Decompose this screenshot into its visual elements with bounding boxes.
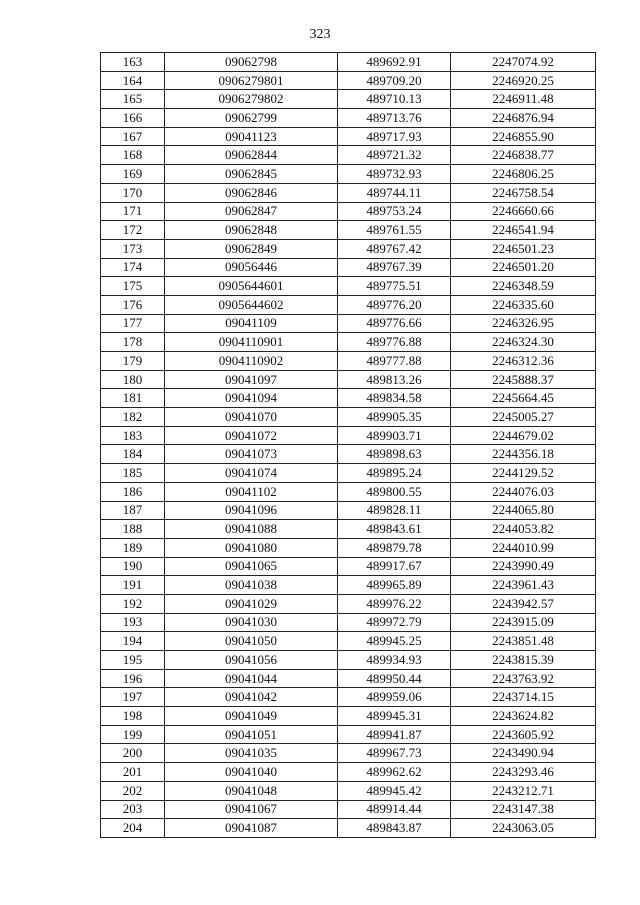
point-id-cell: 09062844 [165,146,338,165]
y-coordinate-cell: 2246326.95 [451,314,596,333]
y-coordinate-cell: 2243942.57 [451,594,596,613]
point-id-cell: 09041051 [165,725,338,744]
point-id-cell: 09041042 [165,688,338,707]
y-coordinate-cell: 2246876.94 [451,109,596,128]
coordinates-table-body [101,53,596,838]
table-row [101,781,596,800]
point-id-cell: 09041080 [165,538,338,557]
table-row [101,277,596,296]
point-number-cell: 193 [101,613,165,632]
table-row [101,763,596,782]
y-coordinate-cell: 2243915.09 [451,613,596,632]
y-coordinate-cell: 2245005.27 [451,408,596,427]
point-number-cell: 180 [101,370,165,389]
table-row [101,538,596,557]
table-row [101,520,596,539]
page-number: 323 [309,27,331,42]
x-coordinate-cell: 489914.44 [338,800,451,819]
point-id-cell: 09041094 [165,389,338,408]
point-number-cell: 173 [101,239,165,258]
y-coordinate-cell: 2244679.02 [451,426,596,445]
y-coordinate-cell: 2243815.39 [451,651,596,670]
y-coordinate-cell: 2246324.30 [451,333,596,352]
point-id-cell: 09062848 [165,221,338,240]
x-coordinate-cell: 489903.71 [338,426,451,445]
table-row [101,464,596,483]
point-id-cell: 09062849 [165,239,338,258]
x-coordinate-cell: 489776.20 [338,295,451,314]
y-coordinate-cell: 2243851.48 [451,632,596,651]
x-coordinate-cell: 489800.55 [338,482,451,501]
point-number-cell: 168 [101,146,165,165]
y-coordinate-cell: 2246660.66 [451,202,596,221]
x-coordinate-cell: 489813.26 [338,370,451,389]
table-row [101,370,596,389]
table-row [101,688,596,707]
x-coordinate-cell: 489776.66 [338,314,451,333]
y-coordinate-cell: 2247074.92 [451,53,596,72]
point-id-cell: 09041050 [165,632,338,651]
table-row [101,165,596,184]
point-id-cell: 0906279802 [165,90,338,109]
table-row [101,71,596,90]
y-coordinate-cell: 2244076.03 [451,482,596,501]
x-coordinate-cell: 489965.89 [338,576,451,595]
point-number-cell: 187 [101,501,165,520]
point-number-cell: 201 [101,763,165,782]
point-id-cell: 09041072 [165,426,338,445]
point-id-cell: 0904110901 [165,333,338,352]
x-coordinate-cell: 489767.42 [338,239,451,258]
x-coordinate-cell: 489775.51 [338,277,451,296]
point-id-cell: 09041030 [165,613,338,632]
x-coordinate-cell: 489843.61 [338,520,451,539]
table-row [101,221,596,240]
point-number-cell: 163 [101,53,165,72]
y-coordinate-cell: 2246501.23 [451,239,596,258]
x-coordinate-cell: 489717.93 [338,127,451,146]
x-coordinate-cell: 489945.25 [338,632,451,651]
point-number-cell: 167 [101,127,165,146]
point-id-cell: 09041123 [165,127,338,146]
point-id-cell: 09041048 [165,781,338,800]
y-coordinate-cell: 2246758.54 [451,183,596,202]
point-number-cell: 184 [101,445,165,464]
table-row [101,314,596,333]
y-coordinate-cell: 2246501.20 [451,258,596,277]
point-number-cell: 171 [101,202,165,221]
table-row [101,202,596,221]
y-coordinate-cell: 2246806.25 [451,165,596,184]
point-id-cell: 09041109 [165,314,338,333]
table-row [101,744,596,763]
point-number-cell: 179 [101,352,165,371]
point-number-cell: 177 [101,314,165,333]
y-coordinate-cell: 2244053.82 [451,520,596,539]
x-coordinate-cell: 489945.31 [338,707,451,726]
y-coordinate-cell: 2246541.94 [451,221,596,240]
y-coordinate-cell: 2246335.60 [451,295,596,314]
x-coordinate-cell: 489721.32 [338,146,451,165]
point-id-cell: 09041096 [165,501,338,520]
table-row [101,333,596,352]
point-id-cell: 09041029 [165,594,338,613]
table-row [101,669,596,688]
point-number-cell: 174 [101,258,165,277]
x-coordinate-cell: 489895.24 [338,464,451,483]
table-row [101,819,596,838]
table-row [101,90,596,109]
x-coordinate-cell: 489709.20 [338,71,451,90]
x-coordinate-cell: 489834.58 [338,389,451,408]
point-number-cell: 176 [101,295,165,314]
table-row [101,352,596,371]
point-id-cell: 0906279801 [165,71,338,90]
point-number-cell: 191 [101,576,165,595]
y-coordinate-cell: 2246312.36 [451,352,596,371]
table-row [101,576,596,595]
point-id-cell: 0905644601 [165,277,338,296]
point-id-cell: 09062846 [165,183,338,202]
point-number-cell: 189 [101,538,165,557]
y-coordinate-cell: 2243490.94 [451,744,596,763]
point-number-cell: 190 [101,557,165,576]
x-coordinate-cell: 489898.63 [338,445,451,464]
y-coordinate-cell: 2244065.80 [451,501,596,520]
point-id-cell: 09041074 [165,464,338,483]
point-id-cell: 09062847 [165,202,338,221]
y-coordinate-cell: 2243961.43 [451,576,596,595]
coordinates-table [100,52,596,838]
y-coordinate-cell: 2243212.71 [451,781,596,800]
x-coordinate-cell: 489777.88 [338,352,451,371]
point-id-cell: 0905644602 [165,295,338,314]
table-row [101,389,596,408]
x-coordinate-cell: 489843.87 [338,819,451,838]
x-coordinate-cell: 489917.67 [338,557,451,576]
point-id-cell: 09056446 [165,258,338,277]
point-number-cell: 175 [101,277,165,296]
point-number-cell: 183 [101,426,165,445]
point-number-cell: 164 [101,71,165,90]
x-coordinate-cell: 489776.88 [338,333,451,352]
point-id-cell: 0904110902 [165,352,338,371]
y-coordinate-cell: 2246855.90 [451,127,596,146]
point-number-cell: 203 [101,800,165,819]
point-id-cell: 09041088 [165,520,338,539]
table-row [101,239,596,258]
point-id-cell: 09041070 [165,408,338,427]
y-coordinate-cell: 2243293.46 [451,763,596,782]
table-row [101,53,596,72]
table-row [101,109,596,128]
point-number-cell: 198 [101,707,165,726]
point-number-cell: 178 [101,333,165,352]
table-row [101,632,596,651]
y-coordinate-cell: 2243714.15 [451,688,596,707]
point-number-cell: 194 [101,632,165,651]
x-coordinate-cell: 489761.55 [338,221,451,240]
point-number-cell: 165 [101,90,165,109]
x-coordinate-cell: 489972.79 [338,613,451,632]
x-coordinate-cell: 489767.39 [338,258,451,277]
y-coordinate-cell: 2246348.59 [451,277,596,296]
y-coordinate-cell: 2246911.48 [451,90,596,109]
point-id-cell: 09041073 [165,445,338,464]
point-id-cell: 09041049 [165,707,338,726]
x-coordinate-cell: 489753.24 [338,202,451,221]
y-coordinate-cell: 2246920.25 [451,71,596,90]
point-number-cell: 204 [101,819,165,838]
table-row [101,408,596,427]
table-row [101,146,596,165]
point-id-cell: 09041065 [165,557,338,576]
y-coordinate-cell: 2243990.49 [451,557,596,576]
point-number-cell: 170 [101,183,165,202]
point-id-cell: 09062799 [165,109,338,128]
point-number-cell: 182 [101,408,165,427]
table-row [101,482,596,501]
y-coordinate-cell: 2243605.92 [451,725,596,744]
table-row [101,557,596,576]
table-row [101,426,596,445]
y-coordinate-cell: 2244356.18 [451,445,596,464]
point-id-cell: 09041040 [165,763,338,782]
x-coordinate-cell: 489744.11 [338,183,451,202]
y-coordinate-cell: 2243147.38 [451,800,596,819]
table-row [101,445,596,464]
point-number-cell: 188 [101,520,165,539]
x-coordinate-cell: 489945.42 [338,781,451,800]
point-number-cell: 192 [101,594,165,613]
x-coordinate-cell: 489976.22 [338,594,451,613]
x-coordinate-cell: 489950.44 [338,669,451,688]
table-row [101,594,596,613]
point-id-cell: 09041067 [165,800,338,819]
y-coordinate-cell: 2245664.45 [451,389,596,408]
point-id-cell: 09041087 [165,819,338,838]
point-id-cell: 09041056 [165,651,338,670]
x-coordinate-cell: 489879.78 [338,538,451,557]
point-number-cell: 196 [101,669,165,688]
point-id-cell: 09041102 [165,482,338,501]
y-coordinate-cell: 2246838.77 [451,146,596,165]
table-row [101,725,596,744]
table-row [101,651,596,670]
table-row [101,183,596,202]
y-coordinate-cell: 2243763.92 [451,669,596,688]
x-coordinate-cell: 489962.62 [338,763,451,782]
table-row [101,127,596,146]
x-coordinate-cell: 489732.93 [338,165,451,184]
table-row [101,613,596,632]
x-coordinate-cell: 489828.11 [338,501,451,520]
point-id-cell: 09062845 [165,165,338,184]
x-coordinate-cell: 489934.93 [338,651,451,670]
point-number-cell: 166 [101,109,165,128]
x-coordinate-cell: 489941.87 [338,725,451,744]
table-row [101,707,596,726]
y-coordinate-cell: 2243624.82 [451,707,596,726]
y-coordinate-cell: 2244129.52 [451,464,596,483]
table-row [101,258,596,277]
x-coordinate-cell: 489967.73 [338,744,451,763]
y-coordinate-cell: 2245888.37 [451,370,596,389]
point-number-cell: 186 [101,482,165,501]
point-id-cell: 09041038 [165,576,338,595]
point-number-cell: 197 [101,688,165,707]
table-row [101,501,596,520]
point-number-cell: 199 [101,725,165,744]
point-number-cell: 181 [101,389,165,408]
x-coordinate-cell: 489905.35 [338,408,451,427]
x-coordinate-cell: 489959.06 [338,688,451,707]
point-number-cell: 200 [101,744,165,763]
point-number-cell: 169 [101,165,165,184]
table-row [101,800,596,819]
point-id-cell: 09041097 [165,370,338,389]
y-coordinate-cell: 2243063.05 [451,819,596,838]
point-id-cell: 09062798 [165,53,338,72]
point-number-cell: 172 [101,221,165,240]
point-number-cell: 185 [101,464,165,483]
x-coordinate-cell: 489713.76 [338,109,451,128]
table-row [101,295,596,314]
point-id-cell: 09041044 [165,669,338,688]
point-id-cell: 09041035 [165,744,338,763]
x-coordinate-cell: 489692.91 [338,53,451,72]
y-coordinate-cell: 2244010.99 [451,538,596,557]
point-number-cell: 195 [101,651,165,670]
x-coordinate-cell: 489710.13 [338,90,451,109]
point-number-cell: 202 [101,781,165,800]
